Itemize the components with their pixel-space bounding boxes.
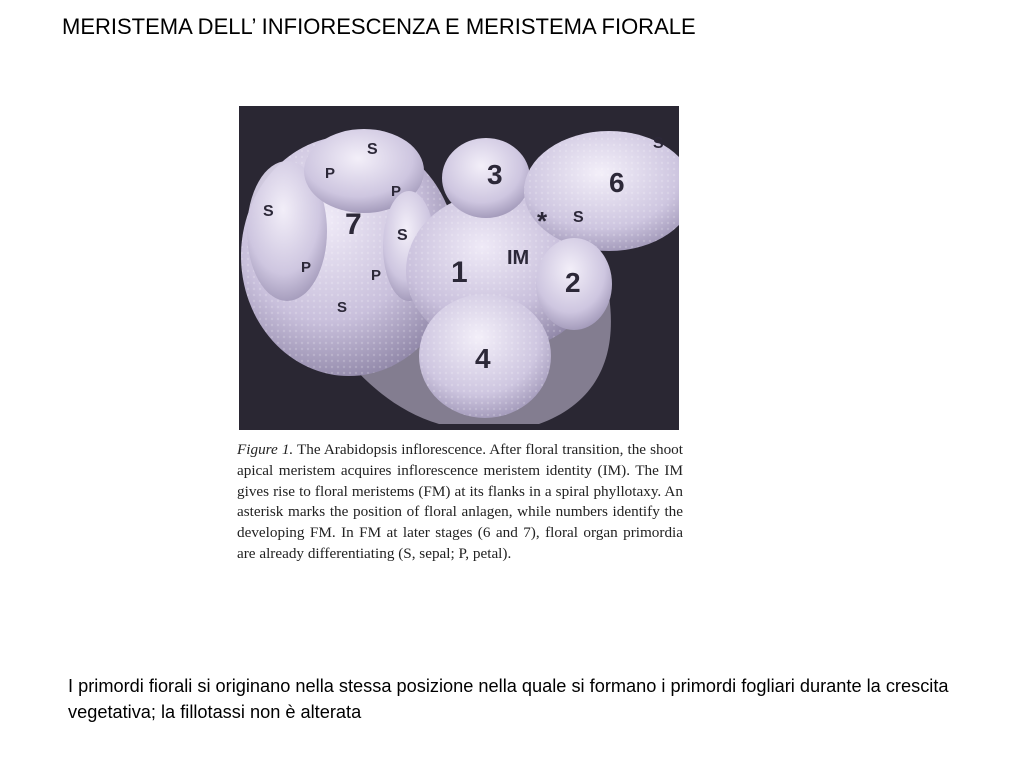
slide-title: MERISTEMA DELL’ INFIORESCENZA E MERISTEMA FIORALE xyxy=(62,14,696,39)
label-p-bottom: P xyxy=(371,267,382,284)
body-text: I primordi fiorali si originano nella stessa posizione nella quale si formano i primordi fogliari durante la crescita vegetativa; la fillotassi non è alterata xyxy=(68,676,949,722)
label-p-top: P xyxy=(325,165,336,182)
caption-text: The Arabidopsis inflorescence. After floral transition, the shoot apical meristem acquires inflorescence meristem identity (IM). The IM gives rise to floral meristems (FM) at its flanks in a spiral phyllotaxy. An asterisk marks the position of floral anlagen, while numbers identify the developing FM. In FM at later stages (6 and 7), floral organ primordia are already differentiating (S, sepal; P, petal). xyxy=(237,441,683,562)
sem-micrograph xyxy=(239,106,679,430)
label-s-left: S xyxy=(263,203,274,220)
label-four: 4 xyxy=(475,343,491,374)
caption-lead: Figure 1. xyxy=(237,441,294,458)
label-p-bottom-left: P xyxy=(301,259,312,276)
label-one: 1 xyxy=(451,256,468,289)
label-three: 3 xyxy=(487,159,503,190)
label-asterisk: * xyxy=(537,206,548,236)
micrograph-illustration xyxy=(239,106,679,430)
label-s-six-left: S xyxy=(573,209,584,226)
label-seven: 7 xyxy=(345,208,362,241)
label-two: 2 xyxy=(565,267,581,298)
figure-caption xyxy=(237,440,683,565)
label-six: 6 xyxy=(609,167,625,198)
label-p-top-right: P xyxy=(391,183,402,200)
label-s-bottom: S xyxy=(337,299,348,316)
label-s-mid: S xyxy=(397,227,408,244)
label-s-top: S xyxy=(367,141,378,158)
label-s-six-top: S xyxy=(653,135,664,152)
label-im: IM xyxy=(507,247,530,269)
